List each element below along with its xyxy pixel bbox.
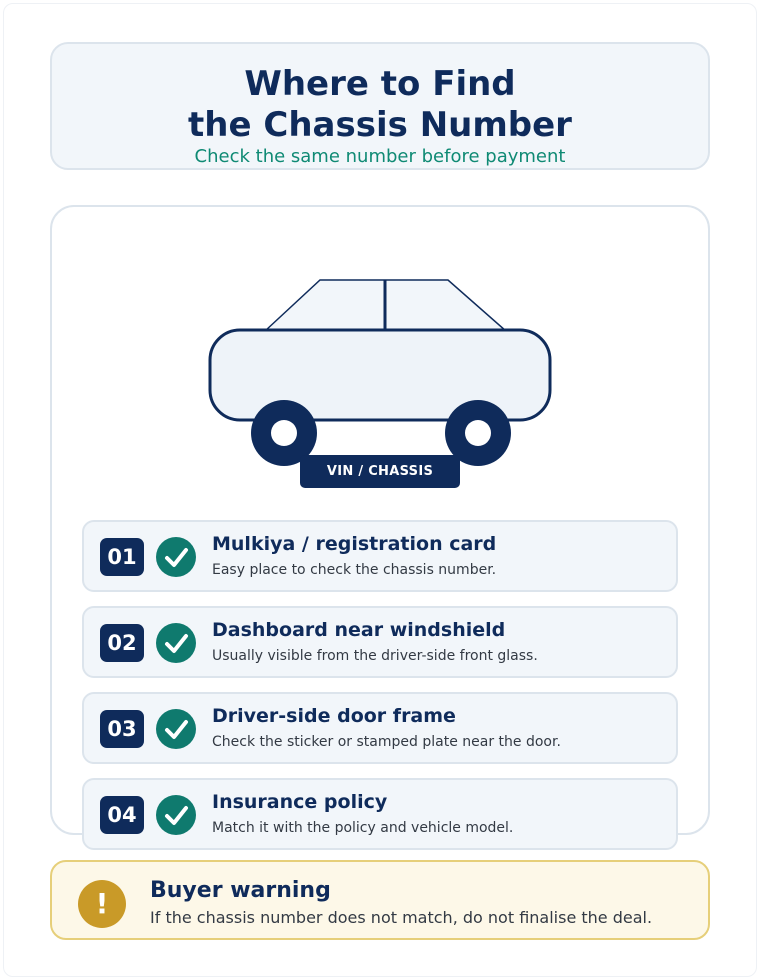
- check-icon: [156, 623, 196, 663]
- location-title: Mulkiya / registration card: [212, 533, 497, 555]
- buyer-warning-banner: [50, 860, 710, 940]
- step-number: 04: [100, 796, 144, 834]
- location-title: Dashboard near windshield: [212, 619, 506, 641]
- header-card: [50, 42, 710, 170]
- step-number: 02: [100, 624, 144, 662]
- warning-icon: !: [78, 880, 126, 928]
- location-description: Check the sticker or stamped plate near the door.: [212, 734, 561, 750]
- location-item-dashboard: [82, 606, 678, 678]
- warning-text: If the chassis number does not match, do not finalise the deal.: [150, 908, 653, 927]
- vin-chassis-badge: VIN / CHASSIS: [300, 455, 460, 488]
- step-number: 01: [100, 538, 144, 576]
- location-title: Insurance policy: [212, 791, 388, 813]
- warning-title: Buyer warning: [150, 878, 331, 903]
- check-icon: [156, 709, 196, 749]
- location-description: Easy place to check the chassis number.: [212, 562, 497, 578]
- location-item-registration: [82, 520, 678, 592]
- check-icon: [156, 795, 196, 835]
- title-line-2: the Chassis Number: [188, 105, 572, 145]
- car-body: [210, 330, 550, 420]
- page-title: [52, 64, 708, 146]
- location-description: Usually visible from the driver-side front glass.: [212, 648, 538, 664]
- title-line-1: Where to Find: [244, 64, 516, 104]
- step-number: 03: [100, 710, 144, 748]
- car-icon: [200, 270, 560, 470]
- location-item-insurance: [82, 778, 678, 850]
- location-title: Driver-side door frame: [212, 705, 456, 727]
- location-item-door-frame: [82, 692, 678, 764]
- page-subtitle: Check the same number before payment: [194, 146, 566, 167]
- location-description: Match it with the policy and vehicle model.: [212, 820, 514, 836]
- check-icon: [156, 537, 196, 577]
